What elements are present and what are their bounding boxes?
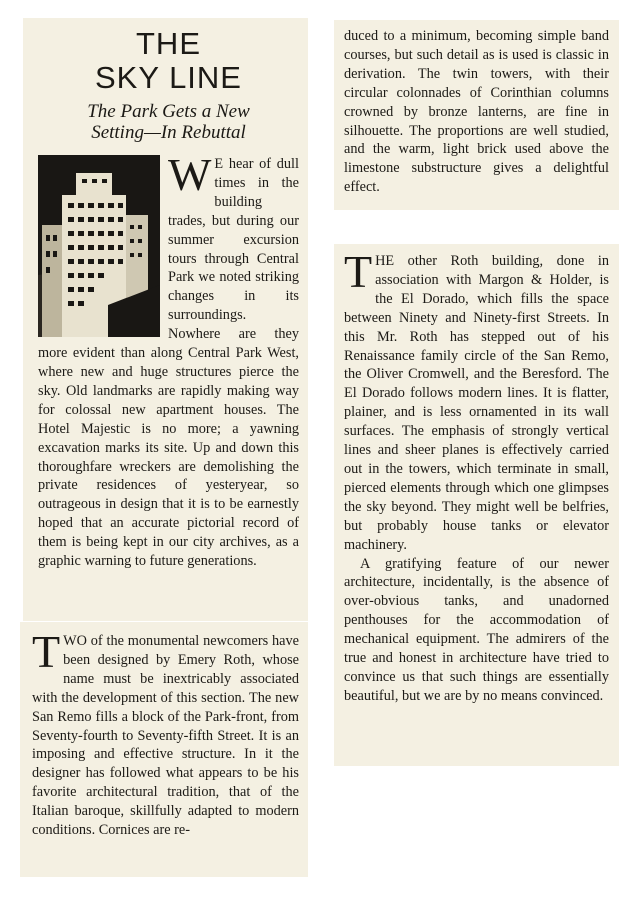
- skyline-woodcut-icon: [38, 155, 160, 337]
- clipping-column-1-bottom: [20, 622, 308, 877]
- article-subtitle: The Park Gets a New Setting—In Rebuttal: [87, 101, 250, 143]
- article-paragraph-2: TWO of the monumental newcomers have been designed by Emery Roth, whose name must be inextricably associated with the development of this section. The new San Remo fills a block of the Park-front, from Seventy-fourth to Seventy-fifth Street. It is an imposing and effective structure. In it the designer has followed what appears to be his favorite architectural tradition, that of the Italian baroque, skillfully adapted to modern conditions. Cornices are re-: [32, 626, 299, 839]
- clipping-column-1-top: [23, 18, 308, 621]
- clipping-column-2-bottom: [334, 244, 619, 766]
- drop-cap: T: [32, 626, 61, 677]
- article-paragraph-4: A gratifying feature of our newer architecture, incidentally, is the absence of over-obvious tanks, and unadorned penthouses for the accommodation of mechanical equipment. The admirers of the true and honest in architecture have tried to convince us that such things are essentially beautiful, but we are by no means convinced.: [344, 555, 609, 704]
- drop-cap: W: [168, 149, 212, 200]
- article-paragraph-2-continued: duced to a minimum, becoming simple band courses, but such detail as is used is classic in derivation. The twin towers, with their circular colonnades of Corinthian columns crowned by bronze lanterns, are fine in silhouette. The proportions are well studied, and the warm, light brick used above the limestone substructure gives a delightful effect.: [344, 28, 609, 196]
- clipping-column-2-top: [334, 20, 619, 210]
- article-paragraph-3: THE other Roth building, done in association with Margon & Holder, is the El Dorado, which fills the space between Ninety and Ninety-first Streets. In this Mr. Roth has stepped out of his Renaissance family circle of the San Remo, the Oliver Cromwell, and the Beresford. The El Dorado follows modern lines. It is flatter, plainer, and is less ornamented in its wall surfaces. The emphasis of strongly vertical lines and sheer planes is effectively carried out in the towers, which terminate in small, pierced elements through which one glimpses the sky beyond. They might well be belfries, but probably house tanks or elevator machinery.: [344, 246, 609, 553]
- page-title: THE SKY LINE: [94, 26, 242, 95]
- article-paragraph-1: W E hear of dull times in the building trades, but during our summer excursion tours through Central Park we noted striking changes in its surroundings. Nowhere are they more evident than along Central Park West, where new and huge structures pierce the sky. Old landmarks are rapidly making way for colossal new apartment houses. The Hotel Majestic is no more; a yawning excavation marks its site. Up and down this thoroughfare wreckers are demolishing the private residences of yesteryear, so outrageous in design that it is to be earnestly hoped that an accurate pictorial record of them is being kept in our city archives, as a graphic warning to future generations.: [38, 149, 299, 570]
- drop-cap: T: [344, 246, 373, 297]
